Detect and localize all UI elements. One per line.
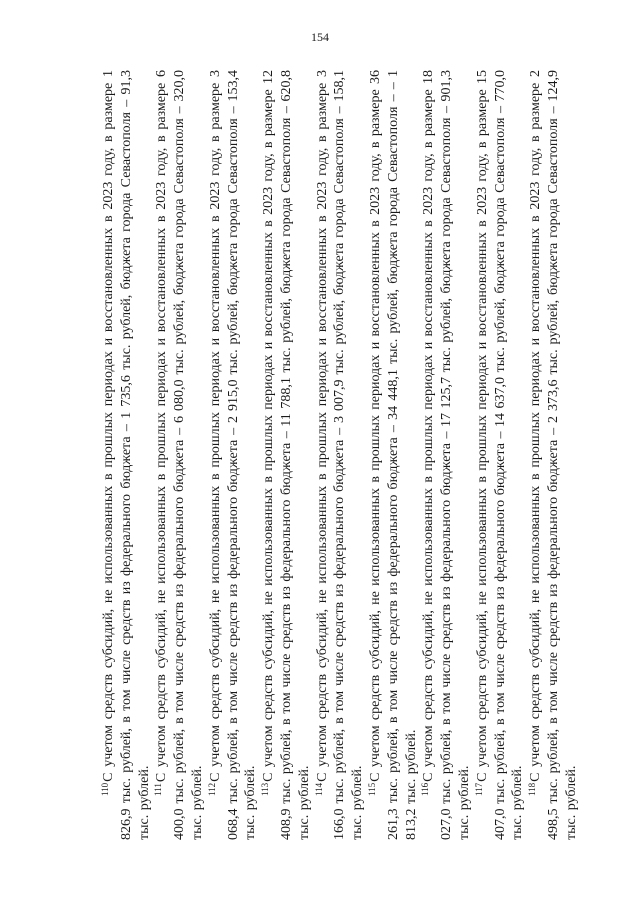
footnote-marker: 110 xyxy=(100,782,110,796)
footnote-marker: 112 xyxy=(206,782,217,796)
footnote-110 xyxy=(100,70,153,840)
footnote-text: С учетом средств субсидий, не использованных в прошлых периодах и восстановленных в 2023 году, в размере 15 407,0 тыс. рублей, в том числе средств из федерального бюджета – 14 637,0 тыс. рублей, бюджета города Севастополя – 770,0 тыс. рублей. xyxy=(474,70,526,840)
footnote-text: С учетом средств субсидий, не использованных в прошлых периодах и восстановленных в 2023 году, в размере 12 408,9 тыс. рублей, в том числе средств из федерального бюджета – 11 788,1 тыс. рублей, бюджета города Севастополя – 620,8 тыс. рублей. xyxy=(261,70,312,840)
footnote-text: С учетом средств субсидий, не использованных в прошлых периодах и восстановленных в 2023 году, в размере 3 068,4 тыс. рублей, в том числе средств из федерального бюджета – 2 915,0 тыс. рублей, бюджета города Севастополя – 153,4 тыс. рублей. xyxy=(207,70,259,840)
footnote-marker: 116 xyxy=(420,782,431,796)
footnote-113 xyxy=(260,70,313,840)
footnote-marker: 117 xyxy=(473,782,484,796)
footnote-116 xyxy=(420,70,473,840)
footnote-marker: 111 xyxy=(153,783,164,796)
footnotes-block xyxy=(100,70,580,840)
footnote-118 xyxy=(527,70,580,840)
footnote-text: С учетом средств субсидий, не использованных в прошлых периодах и восстановленных в 2023 году, в размере 18 027,0 тыс. рублей, в том числе средств из федерального бюджета – 17 125,7 тыс. рублей, бюджета города Севастополя – 901,3 тыс. рублей. xyxy=(421,70,472,840)
footnote-marker: 113 xyxy=(260,782,271,796)
footnote-text: С учетом средств субсидий, не использованных в прошлых периодах и восстановленных в 2023 году, в размере 3 166,0 тыс. рублей, в том числе средств из федерального бюджета – 3 007,9 тыс. рублей, бюджета города Севастополя – 158,1 тыс. рублей. xyxy=(314,70,366,840)
page-number: 154 xyxy=(311,30,329,44)
footnote-117 xyxy=(474,70,527,840)
footnote-marker: 118 xyxy=(527,782,538,796)
footnote-text: С учетом средств субсидий, не использованных в прошлых периодах и восстановленных в 2023 году, в размере 1 826,9 тыс. рублей, в том числе средств из федерального бюджета – 1 735,6 тыс. рублей, бюджета города Севастополя – 91,3 тыс. рублей. xyxy=(101,70,152,840)
footnote-text: С учетом средств субсидий, не использованных в прошлых периодах и восстановленных в 2023 году, в размере 36 261,3 тыс. рублей, в том числе средств из федерального бюджета – 34 448,1 тыс. рублей, бюджета города Севастополя – – 1 813,2 тыс. рублей. xyxy=(367,70,419,840)
footnote-marker: 115 xyxy=(366,782,377,796)
footnote-text: С учетом средств субсидий, не использованных в прошлых периодах и восстановленных в 2023 году, в размере 2 498,5 тыс. рублей, в том числе средств из федерального бюджета – 2 373,6 тыс. рублей, бюджета города Севастополя – 124,9 тыс. рублей. xyxy=(528,70,579,840)
footnote-112 xyxy=(207,70,260,840)
footnote-marker: 114 xyxy=(313,782,324,796)
footnote-114 xyxy=(314,70,367,840)
footnote-111 xyxy=(153,70,206,840)
footnote-115 xyxy=(367,70,420,840)
footnote-text: С учетом средств субсидий, не использованных в прошлых периодах и восстановленных в 2023 году, в размере 6 400,0 тыс. рублей, в том числе средств из федерального бюджета – 6 080,0 тыс. рублей, бюджета города Севастополя – 320,0 тыс. рублей. xyxy=(154,70,205,840)
